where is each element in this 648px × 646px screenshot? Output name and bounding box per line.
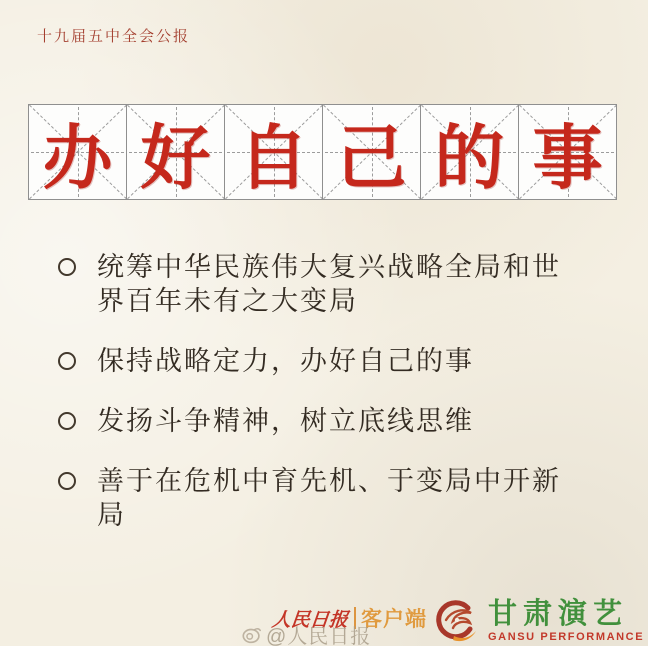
title-cell <box>420 104 519 200</box>
weibo-icon <box>241 624 263 646</box>
title-cell <box>28 104 127 200</box>
bullet-list <box>58 250 570 558</box>
bullet-circle-icon <box>58 352 76 370</box>
title-cell <box>322 104 421 200</box>
title-character: 办 <box>42 118 113 197</box>
bullet-text: 统筹中华民族伟大复兴战略全局和世界百年未有之大变局 <box>97 252 561 316</box>
bullet-item <box>58 404 570 438</box>
bullet-item <box>58 464 570 532</box>
title-character: 自 <box>238 118 309 197</box>
bullet-text: 保持战略定力，办好自己的事 <box>97 346 474 376</box>
gansu-emblem-icon <box>430 596 480 646</box>
title-character: 己 <box>336 118 407 197</box>
title-character: 事 <box>532 118 603 197</box>
bullet-circle-icon <box>58 472 76 490</box>
bullet-text: 发扬斗争精神，树立底线思维 <box>97 406 474 436</box>
gansu-name-en: GANSU PERFORMANCE <box>488 631 645 643</box>
peoples-daily-client-label: 客户端 <box>361 608 428 631</box>
title-cell <box>126 104 225 200</box>
header-label: 十九届五中全会公报 <box>37 29 191 45</box>
bullet-text: 善于在危机中育先机、于变局中开新局 <box>97 466 561 530</box>
title-cell <box>518 104 617 200</box>
peoples-daily-name: 人民日报 <box>270 609 349 631</box>
bullet-circle-icon <box>58 258 76 276</box>
bullet-item <box>58 344 570 378</box>
title-grid <box>28 104 617 200</box>
bullet-item <box>58 250 570 318</box>
title-cell <box>224 104 323 200</box>
title-character: 的 <box>434 118 505 197</box>
bullet-circle-icon <box>58 412 76 430</box>
weibo-watermark <box>241 620 371 646</box>
watermark-text: @人民日报 <box>266 626 372 646</box>
gansu-performance-logo <box>430 596 644 646</box>
gansu-name-cn: 甘肃演艺 <box>488 598 629 630</box>
title-character: 好 <box>140 118 211 197</box>
